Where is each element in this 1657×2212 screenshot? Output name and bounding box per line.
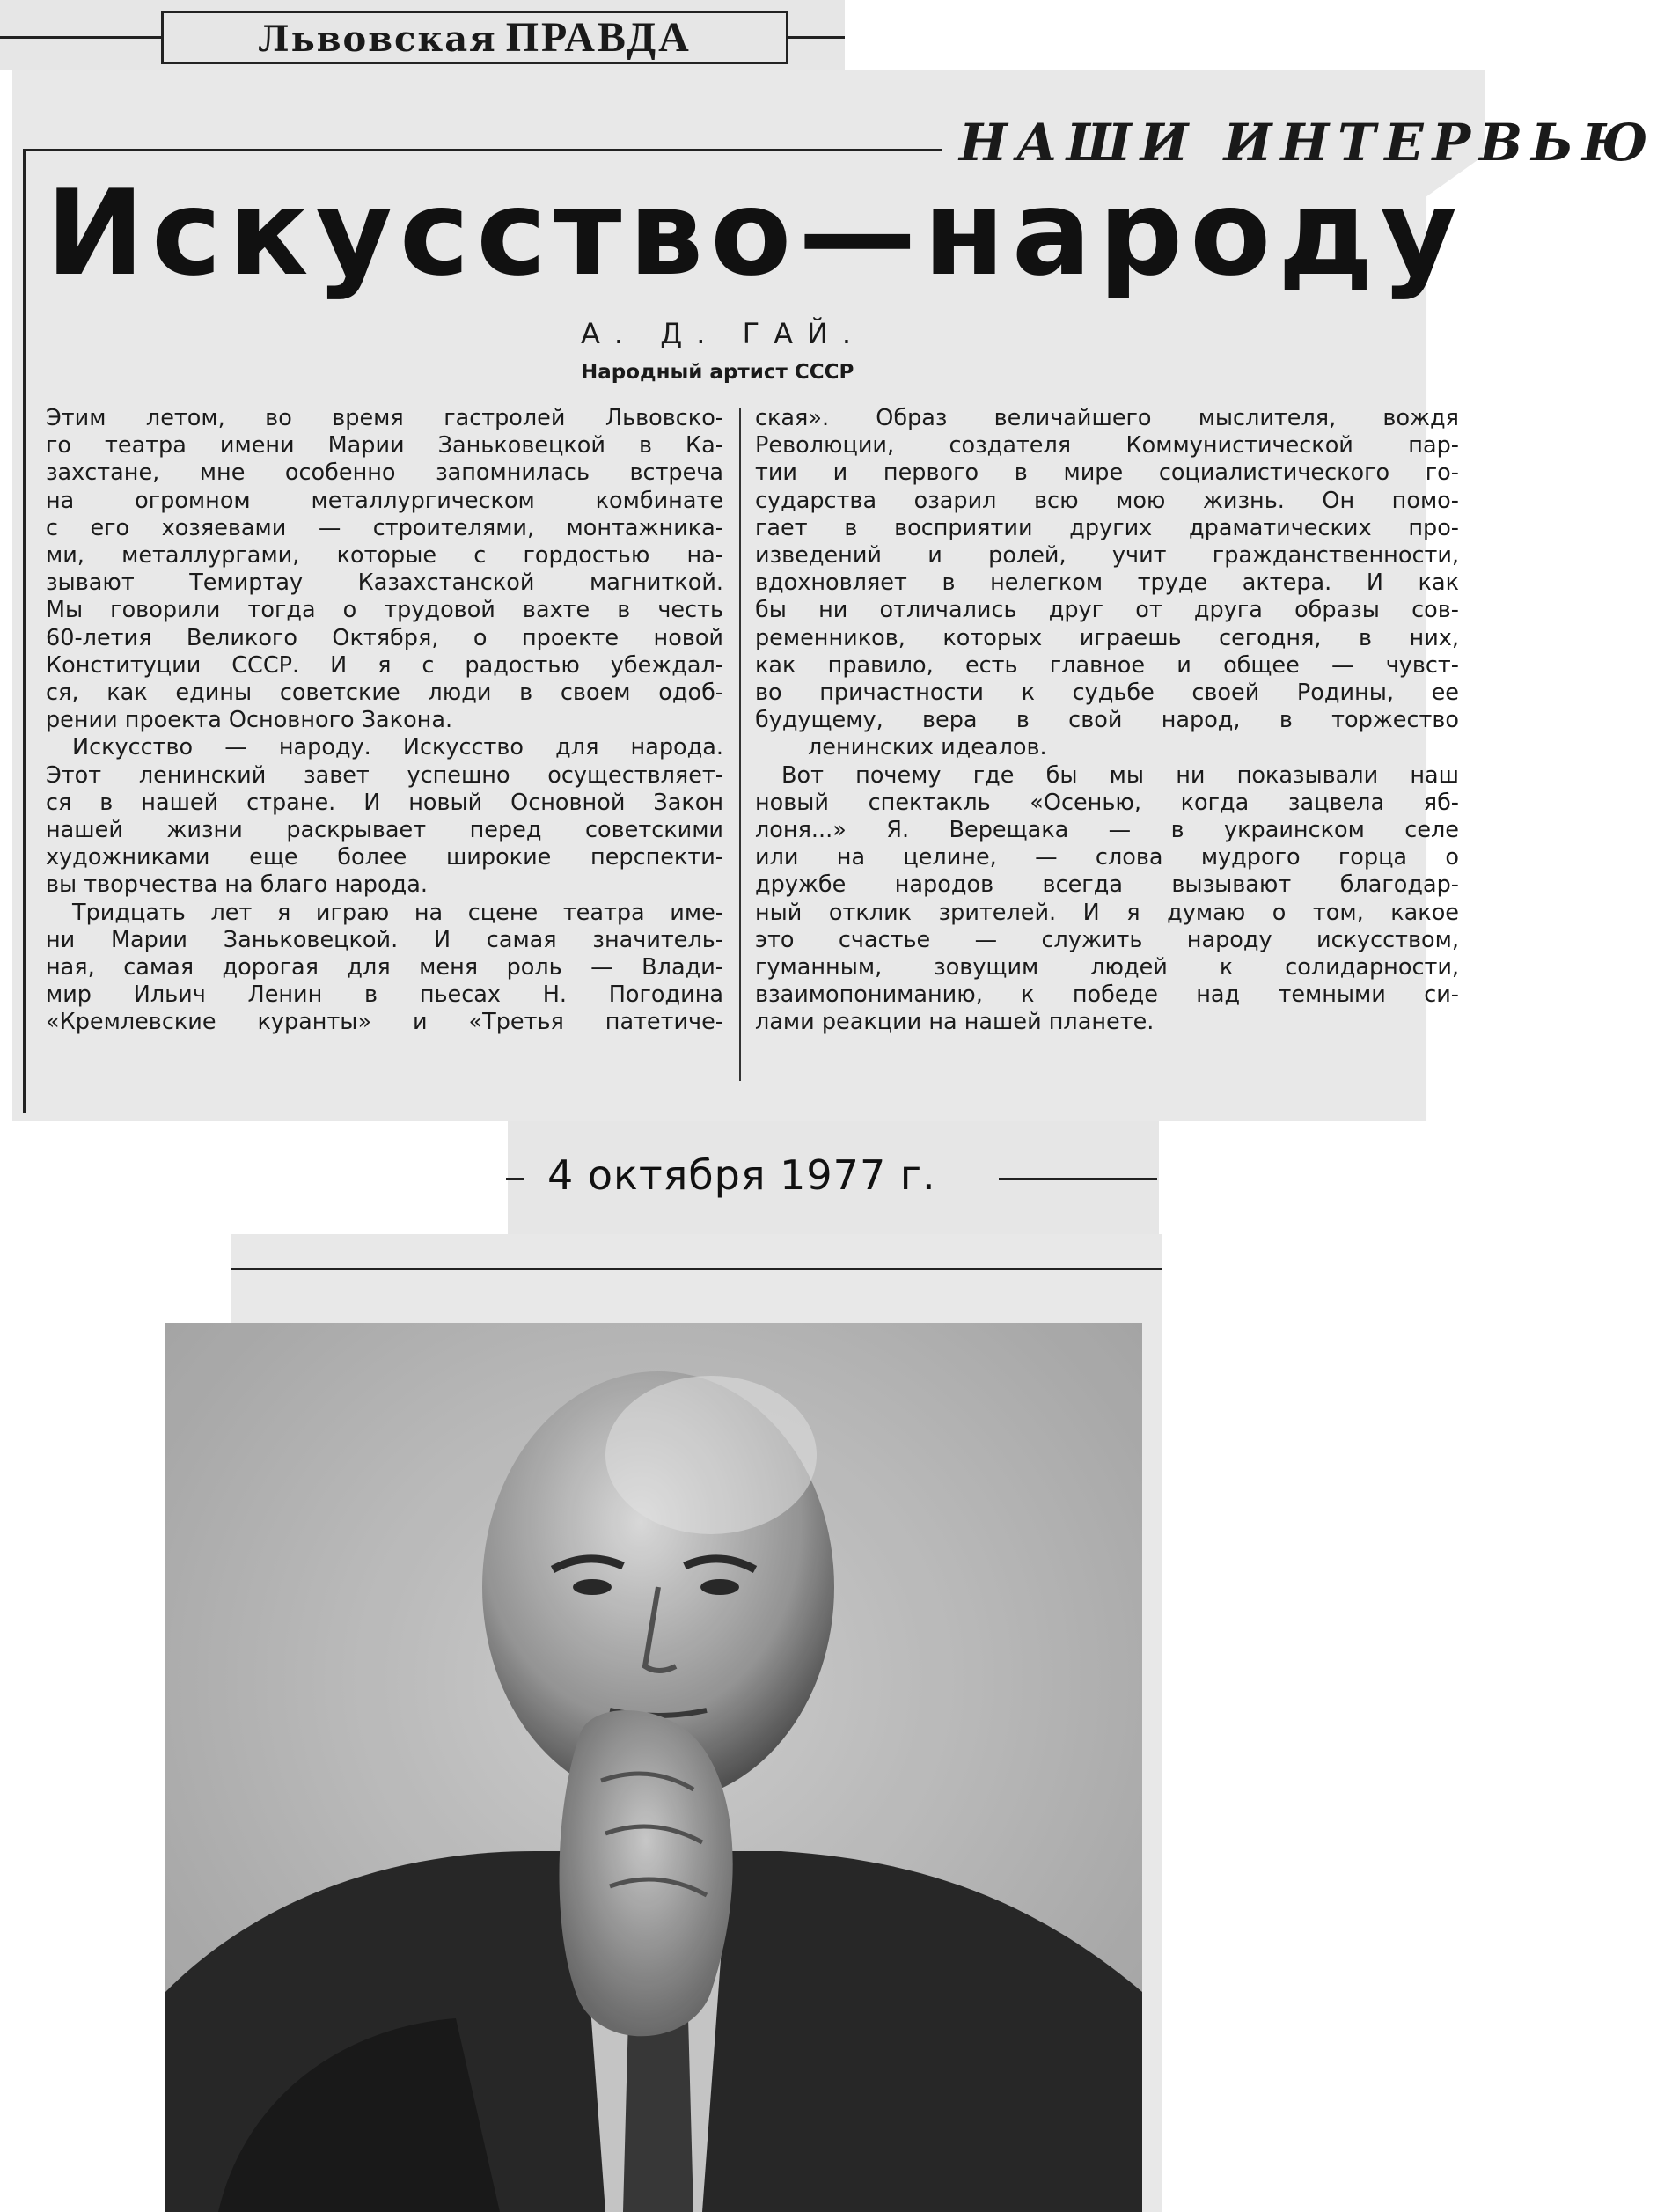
- text-line: Искусство — народу. Искусство для народа.: [72, 734, 723, 761]
- portrait-illustration: [165, 1323, 1142, 2212]
- text-line: сударства озарил всю мою жизнь. Он помо-: [755, 487, 1459, 514]
- text-line: нашей жизни раскрывает перед советскими: [46, 817, 723, 844]
- text-line: Мы говорили тогда о трудовой вахте в честь: [46, 597, 723, 624]
- text-line: вы творчества на благо народа.: [46, 871, 428, 899]
- date-rule-left: [506, 1178, 524, 1180]
- text-line: ный отклик зрителей. И я думаю о том, какое: [755, 899, 1459, 926]
- text-line: будущему, вера в свой народ, в торжество: [755, 707, 1459, 734]
- text-line: ленинских идеалов.: [808, 734, 1047, 761]
- text-line: ная, самая дорогая для меня роль — Влади-: [46, 954, 723, 981]
- text-line: взаимопониманию, к победе над темными си-: [755, 981, 1459, 1009]
- article-headline: Искусство—народу: [46, 165, 1464, 302]
- text-line: лами реакции на нашей планете.: [755, 1009, 1155, 1036]
- text-line: ская». Образ величайшего мыслителя, вождя: [755, 405, 1459, 431]
- text-line: как правило, есть главное и общее — чувст-: [755, 651, 1459, 679]
- text-line: Тридцать лет я играю на сцене театра име-: [72, 899, 723, 926]
- portrait-photo: [165, 1323, 1142, 2212]
- text-line: бы ни отличались друг от друга образы сов-: [755, 597, 1459, 624]
- text-line: изведений и ролей, учит гражданственности,: [755, 542, 1459, 570]
- text-line: захстане, мне особенно запомнилась встреча: [46, 459, 723, 487]
- text-line: гуманным, зовущим людей к солидарности,: [755, 954, 1459, 981]
- text-line: ся, как едины советские люди в своем одоб-: [46, 680, 723, 707]
- text-line: ременников, которых играешь сегодня, в них,: [755, 624, 1459, 651]
- text-line: Этим летом, во время гастролей Львовско-: [46, 405, 723, 431]
- text-line: на огромном металлургическом комбинате: [46, 487, 723, 514]
- text-line: рении проекта Основного Закона.: [46, 707, 453, 734]
- text-line: тии и первого в мире социалистического го-: [755, 459, 1459, 487]
- publication-date: 4 октября 1977 г.: [547, 1151, 936, 1199]
- article-column-right: [755, 405, 1459, 1037]
- masthead-box: [161, 11, 788, 64]
- text-line: ся в нашей стране. И новый Основной Закон: [46, 789, 723, 816]
- text-line: или на целине, — слова мудрого горца о: [755, 844, 1459, 871]
- text-line: это счастье — служить народу искусством,: [755, 926, 1459, 953]
- article-column-left: [46, 405, 723, 1037]
- text-line: дружбе народов всегда вызывают благодар-: [755, 871, 1459, 899]
- date-rule-right: [999, 1178, 1157, 1180]
- text-line: мир Ильич Ленин в пьесах Н. Погодина: [46, 981, 723, 1009]
- author-name: А. Д. ГАЙ.: [581, 317, 866, 350]
- text-line: вдохновляет в нелегком труде актера. И как: [755, 570, 1459, 597]
- text-line: гает в восприятии других драматических про-: [755, 514, 1459, 541]
- text-line: зывают Темиртау Казахстанской магниткой.: [46, 570, 723, 597]
- text-line: новый спектакль «Осенью, когда зацвела яб-: [755, 789, 1459, 816]
- text-line: лоня...» Я. Верещака — в украинском селе: [755, 817, 1459, 844]
- frame-rule-left: [23, 149, 26, 1113]
- text-line: 60-летия Великого Октября, о проекте новой: [46, 624, 723, 651]
- text-line: го театра имени Марии Заньковецкой в Ка-: [46, 432, 723, 459]
- text-line: «Кремлевские куранты» и «Третья патетиче-: [46, 1009, 723, 1036]
- text-line: Вот почему где бы мы ни показывали наш: [781, 761, 1459, 789]
- text-line: ни Марии Заньковецкой. И самая значитель-: [46, 926, 723, 953]
- rubric-heading: НАШИ ИНТЕРВЬЮ: [959, 113, 1657, 173]
- author-title: Народный артист СССР: [581, 361, 854, 384]
- column-divider: [739, 408, 741, 1081]
- text-line: Революции, создателя Коммунистической пар-: [755, 432, 1459, 459]
- text-line: во причастности к судьбе своей Родины, ее: [755, 680, 1459, 707]
- text-line: Этот ленинский завет успешно осуществляет-: [46, 761, 723, 789]
- frame-rule-top: [26, 149, 942, 151]
- photo-rule: [231, 1268, 1162, 1270]
- text-line: с его хозяевами — строителями, монтажника-: [46, 514, 723, 541]
- text-line: ми, металлургами, которые с гордостью на-: [46, 542, 723, 570]
- newspaper-name: Львовская ПРАВДА: [258, 14, 692, 61]
- text-line: Конституции СССР. И я с радостью убеждал-: [46, 651, 723, 679]
- text-line: художниками еще более широкие перспекти-: [46, 844, 723, 871]
